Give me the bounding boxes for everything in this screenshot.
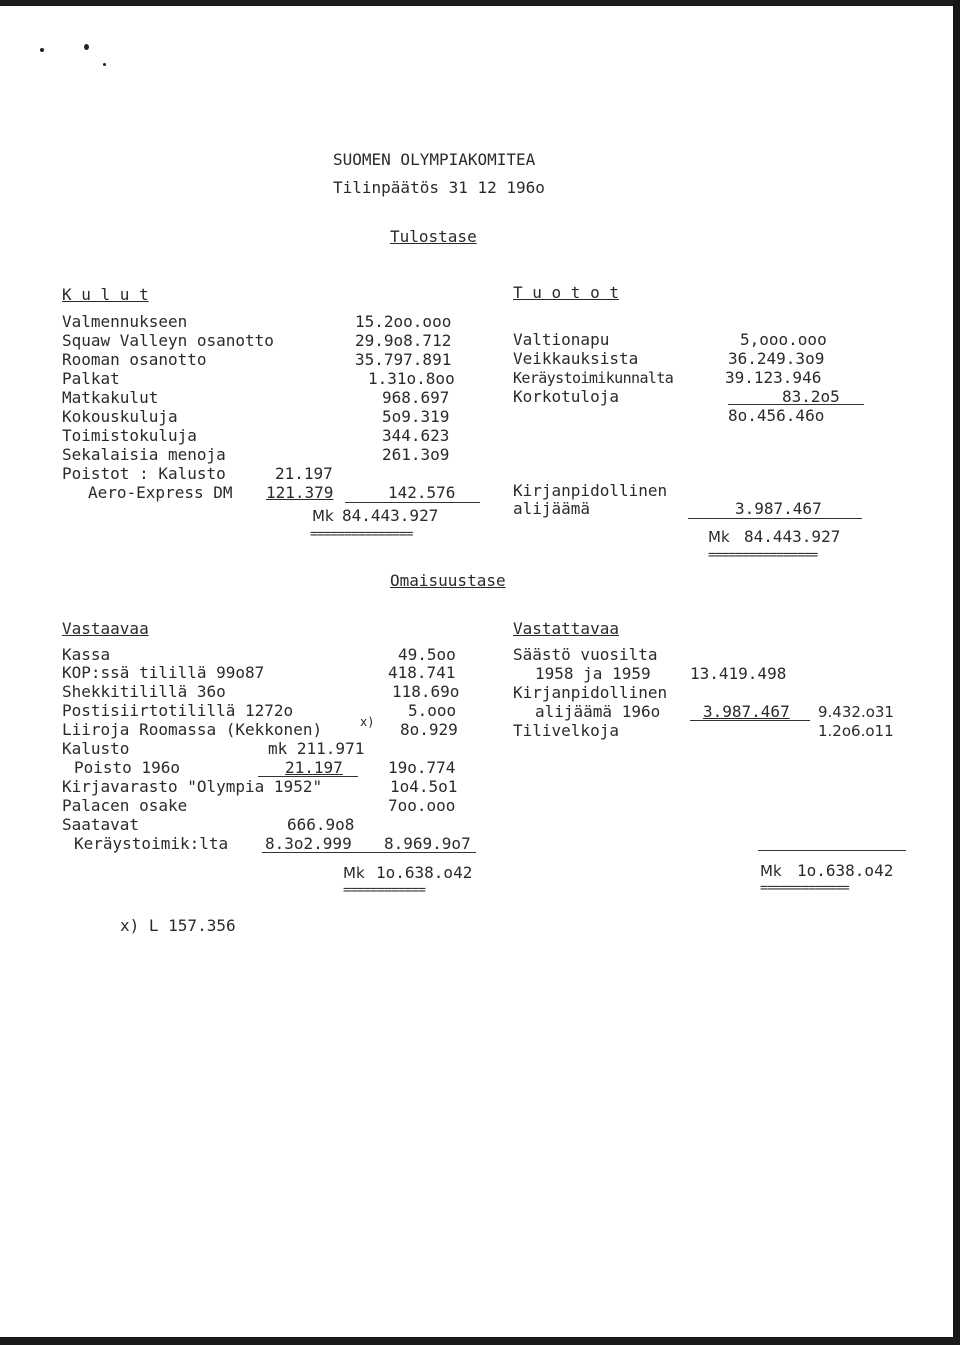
asset-label: Poisto 196o bbox=[74, 758, 180, 777]
liability-label: 1958 ja 1959 bbox=[535, 664, 651, 683]
scan-speck bbox=[40, 48, 44, 52]
vastattavaa-heading: Vastattavaa bbox=[513, 619, 619, 638]
kulut-total-prefix: Mk bbox=[312, 507, 334, 525]
kulut-label: Toimistokuluja bbox=[62, 426, 197, 445]
asset-label: KOP:ssä tilillä 99o87 bbox=[62, 663, 265, 682]
liability-amount: 13.419.498 bbox=[690, 664, 787, 683]
liability-label: Säästö vuosilta bbox=[513, 645, 658, 664]
kulut-amount: 968.697 bbox=[382, 388, 450, 407]
asset-amount: 8o.929 bbox=[400, 720, 458, 739]
asset-amount: 1o4.5o1 bbox=[390, 777, 458, 796]
poisto-amount: 21.197 bbox=[285, 758, 343, 777]
saatavat-amount: 666.9o8 bbox=[287, 815, 355, 834]
kulut-label: Palkat bbox=[62, 369, 120, 388]
asset-label: Liiroja Roomassa (Kekkonen) bbox=[62, 720, 323, 739]
asset-label: Postisiirtotilillä 1272o bbox=[62, 701, 294, 720]
income-statement-title: Tulostase bbox=[390, 227, 477, 246]
kulut-total: 84.443.927 bbox=[342, 506, 439, 525]
subtotal-rule bbox=[688, 518, 862, 519]
tuotot-amount: 83.2o5 bbox=[782, 387, 840, 406]
asset-amount: 49.5oo bbox=[398, 645, 456, 664]
asset-label: Shekkitilillä 36o bbox=[62, 682, 226, 701]
vastaavaa-heading: Vastaavaa bbox=[62, 619, 149, 638]
kulut-amount: 1.31o.8oo bbox=[368, 369, 455, 388]
vastaavaa-double-rule: ============ bbox=[343, 884, 425, 897]
kulut-double-rule: =============== bbox=[310, 528, 413, 541]
liability-label: Tilivelkoja bbox=[513, 721, 619, 740]
asset-label: Kassa bbox=[62, 645, 111, 664]
tuotot-amount: 36.249.3o9 bbox=[728, 349, 825, 368]
tuotot-deficit-label: alijäämä bbox=[513, 499, 591, 518]
scan-speck bbox=[84, 44, 89, 50]
vastaavaa-total-prefix: Mk bbox=[343, 864, 365, 882]
kulut-label: Squaw Valleyn osanotto bbox=[62, 331, 274, 350]
kulut-amount: 261.3o9 bbox=[382, 445, 450, 464]
tuotot-label: Keräystoimikunnalta bbox=[513, 369, 674, 387]
liability-amount: 9.432.o31 bbox=[818, 703, 894, 721]
subtotal-rule bbox=[728, 404, 864, 405]
subtotal-rule bbox=[690, 720, 810, 721]
tuotot-subtotal: 8o.456.46o bbox=[728, 406, 825, 425]
asset-label: Saatavat bbox=[62, 815, 140, 834]
kulut-label: Kokouskuluja bbox=[62, 407, 178, 426]
footnote: x) L 157.356 bbox=[120, 916, 236, 935]
keraystoimik-amount: 8.3o2.999 bbox=[265, 834, 352, 853]
asset-label: Kirjavarasto "Olympia 1952" bbox=[62, 777, 323, 796]
balance-sheet-title: Omaisuustase bbox=[390, 571, 506, 590]
liability-deficit: 3.987.467 bbox=[703, 702, 790, 721]
asset-amount: 19o.774 bbox=[388, 758, 456, 777]
tuotot-total-prefix: Mk bbox=[708, 528, 730, 546]
scan-border-top bbox=[0, 0, 960, 6]
tuotot-label: Valtionapu bbox=[513, 330, 610, 349]
tuotot-amount: 5,ooo.ooo bbox=[740, 330, 827, 349]
asset-label: Palacen osake bbox=[62, 796, 188, 815]
org-title: SUOMEN OLYMPIAKOMITEA bbox=[333, 150, 536, 169]
kulut-amount: 35.797.891 bbox=[355, 350, 452, 369]
kulut-amount: 15.2oo.ooo bbox=[355, 312, 452, 331]
kulut-amount: 29.9o8.712 bbox=[355, 331, 452, 350]
liability-amount: 1.2o6.o11 bbox=[818, 722, 894, 740]
liability-label: Kirjanpidollinen bbox=[513, 683, 668, 702]
asset-amount: 118.69o bbox=[392, 682, 460, 701]
asset-amount: 8.969.9o7 bbox=[384, 834, 471, 853]
kulut-heading: K u l u t bbox=[62, 285, 149, 304]
poistot-kalusto-amount: 21.197 bbox=[275, 464, 333, 483]
kulut-label: Sekalaisia menoja bbox=[62, 445, 226, 464]
poistot-total: 142.576 bbox=[388, 483, 456, 502]
subtotal-rule bbox=[262, 852, 476, 853]
kulut-amount: 344.623 bbox=[382, 426, 450, 445]
tuotot-deficit-amount: 3.987.467 bbox=[735, 499, 822, 518]
poistot-label: Poistot : Kalusto bbox=[62, 464, 226, 483]
scan-speck bbox=[103, 63, 106, 66]
footnote-marker: x) bbox=[360, 715, 375, 729]
tuotot-heading: T u o t o t bbox=[513, 283, 619, 302]
scan-border-right bbox=[953, 0, 960, 1345]
document-subtitle: Tilinpäätös 31 12 196o bbox=[333, 178, 545, 197]
tuotot-label: Korkotuloja bbox=[513, 387, 619, 406]
vastattavaa-double-rule: ============= bbox=[760, 882, 849, 895]
vastattavaa-total: 1o.638.o42 bbox=[797, 861, 894, 880]
kulut-label: Matkakulut bbox=[62, 388, 159, 407]
tuotot-total: 84.443.927 bbox=[744, 527, 841, 546]
aero-express-label: Aero-Express DM bbox=[88, 483, 233, 502]
kulut-label: Rooman osanotto bbox=[62, 350, 207, 369]
total-rule bbox=[758, 850, 906, 851]
vastaavaa-total: 1o.638.o42 bbox=[376, 863, 473, 882]
kulut-amount: 5o9.319 bbox=[382, 407, 450, 426]
asset-amount: 7oo.ooo bbox=[388, 796, 456, 815]
asset-label: Keräystoimik:lta bbox=[74, 834, 229, 853]
tuotot-deficit-label: Kirjanpidollinen bbox=[513, 481, 668, 500]
asset-label: Kalusto bbox=[62, 739, 130, 758]
asset-amount: 418.741 bbox=[388, 663, 456, 682]
vastattavaa-total-prefix: Mk bbox=[760, 862, 782, 880]
tuotot-double-rule: ================ bbox=[708, 549, 818, 562]
tuotot-label: Veikkauksista bbox=[513, 349, 639, 368]
tuotot-amount: 39.123.946 bbox=[725, 368, 822, 387]
kulut-label: Valmennukseen bbox=[62, 312, 188, 331]
aero-express-amount: 121.379 bbox=[266, 483, 334, 502]
scan-border-bottom bbox=[0, 1337, 960, 1345]
kalusto-gross: mk 211.971 bbox=[268, 739, 365, 758]
subtotal-rule bbox=[345, 502, 480, 503]
liability-label: alijäämä 196o bbox=[535, 702, 661, 721]
asset-amount: 5.ooo bbox=[408, 701, 457, 720]
